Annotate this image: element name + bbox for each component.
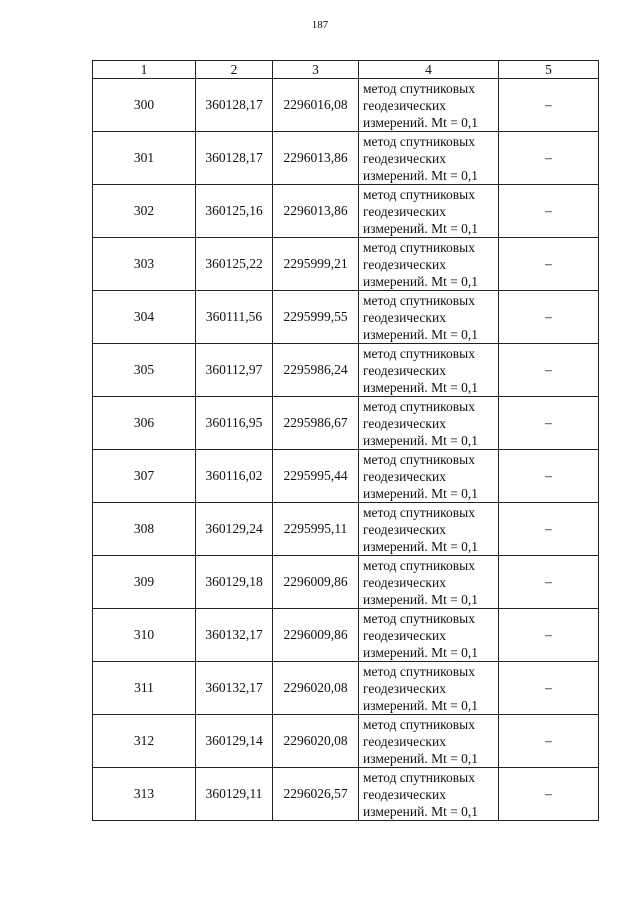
header-cell-4: 4 — [359, 61, 499, 79]
method-line: геодезических — [363, 786, 446, 802]
method-line: геодезических — [363, 97, 446, 113]
method-line: измерений. Mt = 0,1 — [363, 326, 479, 342]
point-number-cell: 302 — [93, 185, 196, 238]
x-coordinate-cell: 360111,56 — [196, 291, 273, 344]
method-cell — [359, 291, 499, 344]
y-coordinate-cell: 2295995,44 — [273, 450, 359, 503]
method-line: геодезических — [363, 150, 446, 166]
method-line: геодезических — [363, 627, 446, 643]
point-number-cell: 304 — [93, 291, 196, 344]
table-row — [93, 344, 599, 397]
table-row — [93, 185, 599, 238]
header-cell-5: 5 — [499, 61, 599, 79]
table-body — [93, 79, 599, 821]
coordinates-table — [92, 60, 599, 821]
point-number-cell: 312 — [93, 715, 196, 768]
method-cell — [359, 132, 499, 185]
table-row — [93, 715, 599, 768]
method-line: геодезических — [363, 733, 446, 749]
header-row — [93, 61, 599, 79]
method-cell — [359, 768, 499, 821]
y-coordinate-cell: 2295999,21 — [273, 238, 359, 291]
note-cell: – — [499, 132, 599, 185]
x-coordinate-cell: 360128,17 — [196, 79, 273, 132]
x-coordinate-cell: 360125,16 — [196, 185, 273, 238]
method-line: измерений. Mt = 0,1 — [363, 220, 479, 236]
x-coordinate-cell: 360129,18 — [196, 556, 273, 609]
method-line: метод спутниковых — [363, 557, 475, 573]
note-cell: – — [499, 662, 599, 715]
method-line: измерений. Mt = 0,1 — [363, 432, 479, 448]
method-cell — [359, 344, 499, 397]
method-line: измерений. Mt = 0,1 — [363, 697, 479, 713]
x-coordinate-cell: 360112,97 — [196, 344, 273, 397]
x-coordinate-cell: 360129,24 — [196, 503, 273, 556]
method-line: геодезических — [363, 574, 446, 590]
x-coordinate-cell: 360132,17 — [196, 662, 273, 715]
method-line: метод спутниковых — [363, 504, 475, 520]
table-header — [93, 61, 599, 79]
note-cell: – — [499, 238, 599, 291]
point-number-cell: 309 — [93, 556, 196, 609]
method-line: измерений. Mt = 0,1 — [363, 379, 479, 395]
note-cell: – — [499, 397, 599, 450]
method-cell — [359, 715, 499, 768]
method-line: измерений. Mt = 0,1 — [363, 803, 479, 819]
x-coordinate-cell: 360132,17 — [196, 609, 273, 662]
x-coordinate-cell: 360128,17 — [196, 132, 273, 185]
page-number: 187 — [311, 19, 329, 31]
point-number-cell: 311 — [93, 662, 196, 715]
method-cell — [359, 185, 499, 238]
header-cell-2: 2 — [196, 61, 273, 79]
point-number-cell: 301 — [93, 132, 196, 185]
method-line: геодезических — [363, 521, 446, 537]
table-row — [93, 397, 599, 450]
y-coordinate-cell: 2296009,86 — [273, 609, 359, 662]
method-cell — [359, 662, 499, 715]
note-cell: – — [499, 450, 599, 503]
method-line: метод спутниковых — [363, 769, 475, 785]
method-line: геодезических — [363, 362, 446, 378]
table-row — [93, 79, 599, 132]
method-line: измерений. Mt = 0,1 — [363, 538, 479, 554]
method-line: геодезических — [363, 203, 446, 219]
table-row — [93, 768, 599, 821]
y-coordinate-cell: 2296013,86 — [273, 132, 359, 185]
method-cell — [359, 556, 499, 609]
method-cell — [359, 397, 499, 450]
method-line: метод спутниковых — [363, 345, 475, 361]
header-cell-3: 3 — [273, 61, 359, 79]
method-cell — [359, 503, 499, 556]
y-coordinate-cell: 2295986,67 — [273, 397, 359, 450]
point-number-cell: 306 — [93, 397, 196, 450]
note-cell: – — [499, 715, 599, 768]
point-number-cell: 307 — [93, 450, 196, 503]
x-coordinate-cell: 360129,11 — [196, 768, 273, 821]
x-coordinate-cell: 360125,22 — [196, 238, 273, 291]
note-cell: – — [499, 291, 599, 344]
method-line: геодезических — [363, 309, 446, 325]
method-cell — [359, 79, 499, 132]
x-coordinate-cell: 360129,14 — [196, 715, 273, 768]
method-line: метод спутниковых — [363, 398, 475, 414]
note-cell: – — [499, 79, 599, 132]
method-cell — [359, 450, 499, 503]
method-line: измерений. Mt = 0,1 — [363, 167, 479, 183]
note-cell: – — [499, 556, 599, 609]
method-line: метод спутниковых — [363, 133, 475, 149]
y-coordinate-cell: 2296020,08 — [273, 715, 359, 768]
table-row — [93, 503, 599, 556]
method-line: метод спутниковых — [363, 292, 475, 308]
method-line: метод спутниковых — [363, 451, 475, 467]
x-coordinate-cell: 360116,95 — [196, 397, 273, 450]
note-cell: – — [499, 609, 599, 662]
point-number-cell: 303 — [93, 238, 196, 291]
y-coordinate-cell: 2295999,55 — [273, 291, 359, 344]
y-coordinate-cell: 2295995,11 — [273, 503, 359, 556]
method-line: метод спутниковых — [363, 186, 475, 202]
method-line: измерений. Mt = 0,1 — [363, 114, 479, 130]
note-cell: – — [499, 344, 599, 397]
method-line: измерений. Mt = 0,1 — [363, 485, 479, 501]
method-line: геодезических — [363, 680, 446, 696]
table-row — [93, 291, 599, 344]
note-cell: – — [499, 185, 599, 238]
method-line: метод спутниковых — [363, 239, 475, 255]
y-coordinate-cell: 2296016,08 — [273, 79, 359, 132]
x-coordinate-cell: 360116,02 — [196, 450, 273, 503]
method-line: метод спутниковых — [363, 80, 475, 96]
table-row — [93, 662, 599, 715]
point-number-cell: 300 — [93, 79, 196, 132]
point-number-cell: 305 — [93, 344, 196, 397]
table-row — [93, 238, 599, 291]
method-line: измерений. Mt = 0,1 — [363, 591, 479, 607]
point-number-cell: 310 — [93, 609, 196, 662]
y-coordinate-cell: 2295986,24 — [273, 344, 359, 397]
table-row — [93, 132, 599, 185]
note-cell: – — [499, 768, 599, 821]
y-coordinate-cell: 2296020,08 — [273, 662, 359, 715]
method-line: геодезических — [363, 468, 446, 484]
method-cell — [359, 238, 499, 291]
table-row — [93, 609, 599, 662]
method-line: геодезических — [363, 256, 446, 272]
header-cell-1: 1 — [93, 61, 196, 79]
table-row — [93, 450, 599, 503]
method-line: метод спутниковых — [363, 610, 475, 626]
method-cell — [359, 609, 499, 662]
point-number-cell: 313 — [93, 768, 196, 821]
note-cell: – — [499, 503, 599, 556]
point-number-cell: 308 — [93, 503, 196, 556]
table-row — [93, 556, 599, 609]
method-line: измерений. Mt = 0,1 — [363, 273, 479, 289]
method-line: геодезических — [363, 415, 446, 431]
method-line: метод спутниковых — [363, 716, 475, 732]
y-coordinate-cell: 2296009,86 — [273, 556, 359, 609]
method-line: измерений. Mt = 0,1 — [363, 644, 479, 660]
method-line: измерений. Mt = 0,1 — [363, 750, 479, 766]
y-coordinate-cell: 2296013,86 — [273, 185, 359, 238]
y-coordinate-cell: 2296026,57 — [273, 768, 359, 821]
method-line: метод спутниковых — [363, 663, 475, 679]
